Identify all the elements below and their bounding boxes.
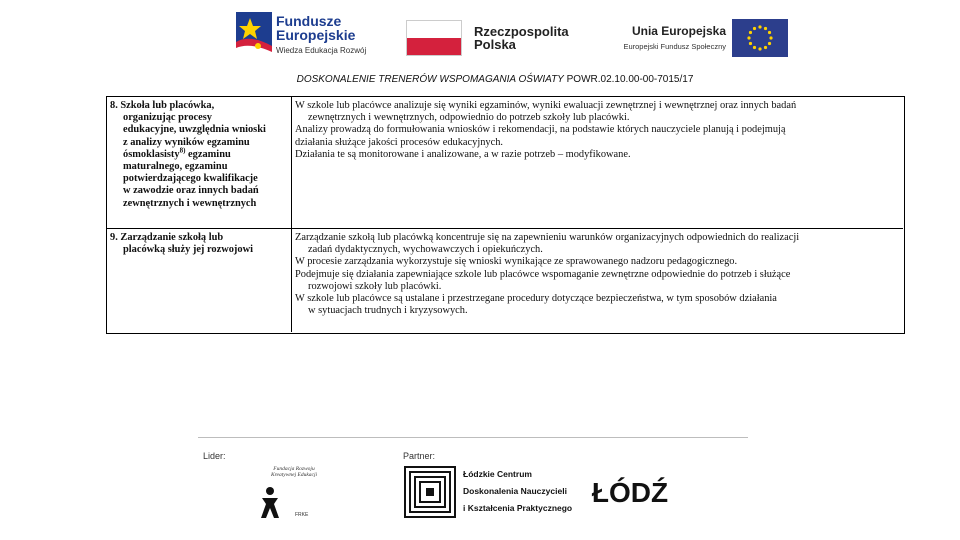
eu-star-icon (747, 36, 750, 39)
eu-star-icon (758, 25, 761, 28)
partner-line3: i Kształcenia Praktycznego (463, 503, 573, 513)
eu-star-icon (764, 27, 767, 30)
criterion-line: 9. Zarządzanie szkołą lub (110, 232, 224, 243)
fe-line1: Fundusze (276, 13, 342, 29)
eu-star-icon (753, 46, 756, 49)
description-line: Podejmuje się działania zapewniające szkole lub placówce wspomaganie zewnętrzne odpowiednie do potrzeb i służące (295, 268, 791, 280)
description-line: Działania te są monitorowane i analizowane, a w razie potrzeb – modyfikowane. (295, 148, 631, 160)
criterion-cell (107, 97, 292, 228)
description-line: W szkole lub placówce są ustalane i przestrzegane procedury dotyczące bezpieczeństwa, w tym sposobów działania (295, 293, 777, 305)
eu-star-icon (769, 36, 772, 39)
eu-star-icon (749, 31, 752, 34)
ue-fund-name: Europejski Fundusz Społeczny (623, 42, 726, 51)
criterion-line (110, 146, 291, 161)
fundusze-europejskie-logo (236, 12, 376, 60)
criterion-cell (107, 229, 292, 332)
partner-line2: Doskonalenia Nauczycieli (463, 486, 567, 496)
partner-logo-text (463, 466, 572, 517)
fe-line2: Europejskie (276, 27, 356, 43)
description-line: zadań dydaktycznych, wychowawczych i opiekuńczych. (308, 244, 543, 256)
eu-star-icon (768, 31, 771, 34)
lodz-logo-text: ŁÓDŹ (591, 477, 669, 508)
criterion-line: potwierdzającego kwalifikacje (123, 173, 258, 185)
criterion-line: z analizy wyników egzaminu (123, 136, 250, 148)
fe-program-name: Wiedza Edukacja Rozwój (276, 46, 367, 55)
rp-line2: Polska (474, 37, 516, 52)
polish-flag-icon (406, 20, 462, 56)
fe-star-icon (236, 12, 272, 58)
criterion-fragment: ósmoklasisty (123, 148, 180, 160)
table-row (107, 97, 903, 229)
footer-divider (198, 437, 748, 438)
lodz-city-logo (590, 470, 670, 514)
rp-logo-text (474, 25, 569, 51)
project-code: POWR.02.10.00-00-7015/17 (563, 74, 694, 85)
criterion-line: organizując procesy (123, 112, 212, 124)
criterion-fragment: egzaminu (185, 148, 231, 160)
lcdn-square-icon (404, 466, 456, 518)
eu-star-icon (753, 27, 756, 30)
criterion-line: edukacyjne, uwzględnia wnioski (123, 124, 266, 136)
quality-criteria-table (106, 96, 905, 334)
criterion-line: placówką służy jej rozwojowi (123, 244, 253, 256)
criterion-line: 8. Szkoła lub placówka, (110, 100, 215, 111)
description-line: W procesie zarządzania wykorzystuje się wnioski wynikające ze sprawowanego nadzoru pedagogicznego. (295, 256, 738, 268)
description-line: W szkole lub placówce analizuje się wyniki egzaminów, wyniki ewaluacji zewnętrznej i wewnętrznej oraz innych badań (295, 100, 797, 111)
lider-name-line2: Kreatywnej Edukacji (270, 472, 318, 478)
eu-star-icon (749, 42, 752, 45)
eu-flag-icon (732, 19, 788, 57)
description-line: Analizy prowadzą do formułowania wniosków i rekomendacji, na podstawie których nauczyciele planują i podejmują (295, 124, 786, 136)
description-line: rozwojowi szkoły lub placówki. (308, 280, 442, 292)
lider-logo (255, 462, 321, 522)
lider-label: Lider: (203, 451, 226, 461)
table-row (107, 229, 903, 332)
criterion-line: w zawodzie oraz innych badań (123, 185, 259, 197)
description-line: działania służące jakości procesów edukacyjnych. (295, 136, 504, 148)
lider-name-line1: Fundacja Rozwoju (273, 466, 315, 472)
description-cell (292, 97, 903, 228)
project-title-line (0, 74, 960, 85)
description-cell (292, 229, 903, 332)
description-line: Zarządzanie szkołą lub placówką koncentruje się na zapewnieniu warunków organizacyjnych odpowiednich do realizacji (295, 232, 800, 243)
description-line: zewnętrznych i wewnętrznych, odpowiednio do potrzeb szkoły lub placówki. (308, 112, 630, 124)
footnote-mark: 8) (179, 146, 186, 155)
partner-label: Partner: (403, 451, 436, 461)
lider-abbr: FRKE (295, 512, 309, 518)
criterion-line: maturalnego, egzaminu (123, 161, 228, 173)
eu-star-icon (758, 47, 761, 50)
criterion-line: zewnętrznych i wewnętrznych (123, 197, 257, 209)
eu-star-icon (764, 46, 767, 49)
ue-name: Unia Europejska (631, 24, 726, 38)
rp-line1: Rzeczpospolita (474, 24, 569, 39)
project-title: DOSKONALENIE TRENERÓW WSPOMAGANIA OŚWIATY (296, 74, 564, 85)
eu-star-icon (768, 42, 771, 45)
running-figure-icon (257, 486, 283, 520)
description-line: w sytuacjach trudnych i kryzysowych. (308, 305, 468, 317)
partner-line1: Łódzkie Centrum (463, 469, 532, 479)
